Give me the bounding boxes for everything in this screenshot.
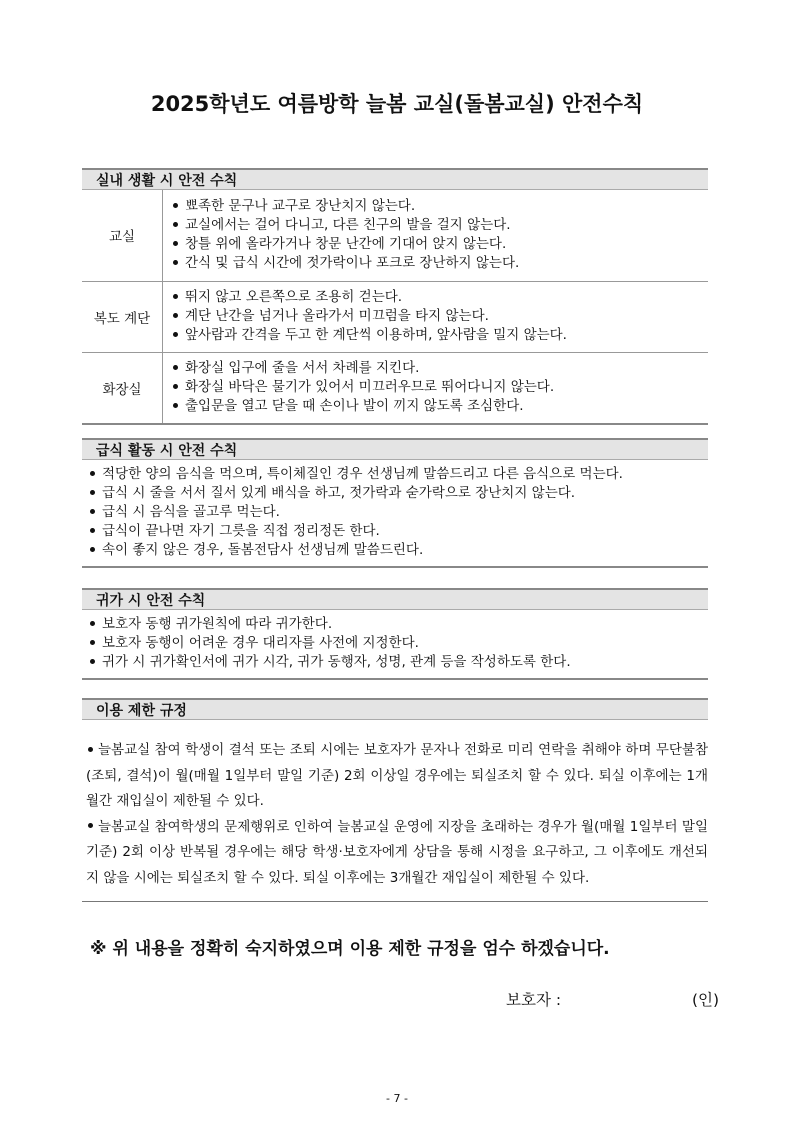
rule-row-classroom [82, 190, 708, 281]
list-item: 급식이 끝나면 자기 그릇을 직접 정리정돈 한다. [88, 522, 708, 541]
list-item: 속이 좋지 않은 경우, 돌봄전담사 선생님께 말씀드린다. [88, 541, 708, 560]
guardian-label: 보호자 : [506, 991, 562, 1009]
list-item: 뛰지 않고 오른쪽으로 조용히 걷는다. [171, 288, 708, 307]
bullet-icon [90, 640, 95, 645]
section-going-home [82, 588, 708, 680]
list-item: 간식 및 급식 시간에 젓가락이나 포크로 장난하지 않는다. [171, 254, 708, 273]
bullet-icon [90, 528, 95, 533]
going-home-rule-list [88, 615, 708, 672]
section-meal [82, 438, 708, 568]
section-restriction [82, 698, 708, 902]
bullet-icon [173, 294, 178, 299]
page-number: - 7 - [386, 1092, 408, 1105]
list-item: 뾰족한 문구나 교구로 장난치지 않는다. [171, 197, 708, 216]
bullet-icon [173, 241, 178, 246]
list-item: 화장실 입구에 줄을 서서 차례를 지킨다. [171, 359, 708, 378]
section-heading-indoor: 실내 생활 시 안전 수칙 [82, 168, 708, 190]
list-item: 교실에서는 걸어 다니고, 다른 친구의 발을 걸지 않는다. [171, 216, 708, 235]
hallway-rule-list [171, 288, 708, 345]
row-label-restroom: 화장실 [82, 352, 163, 424]
row-label-classroom: 교실 [82, 190, 163, 281]
bullet-icon [173, 313, 178, 318]
meal-rule-list [88, 465, 708, 560]
rule-row-hallway [82, 281, 708, 352]
bullet-icon [173, 203, 178, 208]
section-indoor [82, 168, 708, 425]
list-item: 보호자 동행 귀가원칙에 따라 귀가한다. [88, 615, 708, 634]
bullet-icon [90, 490, 95, 495]
section-heading-going-home: 귀가 시 안전 수칙 [82, 588, 708, 610]
list-item: 귀가 시 귀가확인서에 귀가 시각, 귀가 동행자, 성명, 관계 등을 작성하도록 한다. [88, 653, 708, 672]
guardian-signature-line [506, 988, 720, 1010]
bullet-icon [173, 384, 178, 389]
list-item: 적당한 양의 음식을 먹으며, 특이체질인 경우 선생님께 말씀드리고 다른 음식으로 먹는다. [88, 465, 708, 484]
bullet-icon [88, 747, 93, 752]
bullet-icon [90, 509, 95, 514]
bullet-icon [173, 403, 178, 408]
restriction-paragraph: 늘봄교실 참여학생의 문제행위로 인하여 늘봄교실 운영에 지장을 초래하는 경우가 월(매월 1일부터 말일 기준) 2회 이상 반복될 경우에는 해당 학생·보호자에게 상담을 통해 시정을 요구하고, 그 이후에도 개선되지 않을 시에는 퇴실조치 할 수 있다. 퇴실 이후에는 3개월간 재입실이 제한될 수 있다. [86, 818, 708, 886]
pledge-statement: ※ 위 내용을 정확히 숙지하였으며 이용 제한 규정을 엄수 하겠습니다. [90, 939, 610, 959]
bullet-icon [173, 365, 178, 370]
indoor-rules-table [82, 190, 708, 425]
bullet-icon [173, 332, 178, 337]
list-item: 보호자 동행이 어려운 경우 대리자를 사전에 지정한다. [88, 634, 708, 653]
bullet-icon [90, 621, 95, 626]
section-heading-restriction: 이용 제한 규정 [82, 698, 708, 720]
restriction-paragraph: 늘봄교실 참여 학생이 결석 또는 조퇴 시에는 보호자가 문자나 전화로 미리 연락을 취해야 하며 무단불참(조퇴, 결석)이 월(매월 1일부터 말일 기준) 2회 이상일 경우에는 퇴실조치 할 수 있다. 퇴실 이후에는 1개월간 재입실이 제한될 수 있다. [86, 742, 708, 809]
bullet-icon [173, 260, 178, 265]
bullet-icon [88, 823, 93, 828]
bullet-icon [90, 471, 95, 476]
list-item: 급식 시 줄을 서서 질서 있게 배식을 하고, 젓가락과 숟가락으로 장난치지 않는다. [88, 484, 708, 503]
bullet-icon [173, 222, 178, 227]
list-item: 출입문을 열고 닫을 때 손이나 발이 끼지 않도록 조심한다. [171, 397, 708, 416]
restroom-rule-list [171, 359, 708, 416]
list-item: 화장실 바닥은 물기가 있어서 미끄러우므로 뛰어다니지 않는다. [171, 378, 708, 397]
list-item: 계단 난간을 넘거나 올라가서 미끄럼을 타지 않는다. [171, 307, 708, 326]
document-title: 2025학년도 여름방학 늘봄 교실(돌봄교실) 안전수칙 [150, 92, 644, 116]
bullet-icon [90, 659, 95, 664]
list-item: 창틀 위에 올라가거나 창문 난간에 기대어 앉지 않는다. [171, 235, 708, 254]
bullet-icon [90, 547, 95, 552]
section-heading-meal: 급식 활동 시 안전 수칙 [82, 438, 708, 460]
classroom-rule-list [171, 197, 708, 273]
list-item: 급식 시 음식을 골고루 먹는다. [88, 503, 708, 522]
seal-label: (인) [692, 991, 720, 1009]
list-item: 앞사람과 간격을 두고 한 계단씩 이용하며, 앞사람을 밀지 않는다. [171, 326, 708, 345]
row-label-hallway: 복도 계단 [82, 281, 163, 352]
rule-row-restroom [82, 352, 708, 424]
